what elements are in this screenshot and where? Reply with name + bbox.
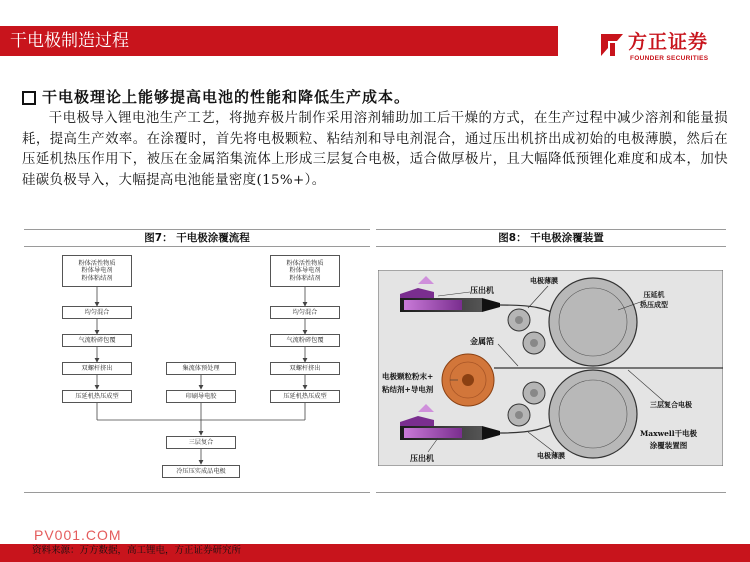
fig7-top-rule	[24, 229, 370, 230]
fig7-step-collector: 集流体预处理	[166, 362, 236, 375]
fig7-step-mill-left: 气流粉碎包覆	[62, 334, 132, 347]
fig8-label-extruder-top: 压出机	[470, 285, 494, 295]
fig8-label-press: 压延机 热压成型	[640, 290, 668, 309]
fig8-bottom-rule	[376, 492, 726, 493]
fig7-step-press-left: 压延机热压成型	[62, 390, 132, 403]
section-heading: 干电极理论上能够提高电池的性能和降低生产成本。	[42, 88, 411, 106]
watermark: PV001.COM	[34, 527, 122, 543]
fig7-step-mill-right: 气流粉碎包覆	[270, 334, 340, 347]
logo-subtitle: FOUNDER SECURITIES	[630, 55, 709, 62]
fig8-label-film-top: 电极薄膜	[530, 276, 558, 285]
fig7-step-mix-left: 均匀混合	[62, 306, 132, 319]
fig8-label-foil: 金属箔	[470, 336, 494, 346]
fig8-label-extruder-bottom: 压出机	[410, 453, 434, 463]
fig8-label-caption: Maxwell干电极 涂覆装置图	[640, 429, 698, 450]
fig8-label-powder: 电极颗粒粉末+ 粘结剂+导电剂	[382, 372, 434, 394]
fig7-bottom-rule	[24, 492, 370, 493]
bullet-square-icon	[22, 91, 36, 105]
footer-source: 资料来源：万方数据，高工锂电，方正证券研究所	[32, 545, 242, 556]
fig8-title: 图8： 干电极涂覆装置	[498, 232, 604, 244]
fig7-step-powder-left: 粉体活性物质 粉体导电剂 粉体粘结剂	[62, 255, 132, 287]
fig8-label-triple: 三层复合电极	[650, 400, 692, 409]
fig7-step-final: 冷压压实成品电极	[162, 465, 240, 478]
fig7-step-glue: 印刷导电胶	[166, 390, 236, 403]
fig8-top-rule	[376, 229, 726, 230]
fig8-label-film-bottom: 电极薄膜	[537, 451, 565, 460]
fig7-step-press-right: 压延机热压成型	[270, 390, 340, 403]
fig7-title-rule	[24, 246, 370, 247]
fig7-title: 图7： 干电极涂覆流程	[144, 232, 250, 244]
fig7-step-powder-right: 粉体活性物质 粉体导电剂 粉体粘结剂	[270, 255, 340, 287]
fig7-step-mix-right: 均匀混合	[270, 306, 340, 319]
fig7-step-triple: 三层复合	[166, 436, 236, 449]
page-title: 干电极制造过程	[10, 31, 129, 51]
fig7-step-extrude-left: 双螺杆挤出	[62, 362, 132, 375]
logo-name: 方正证券	[628, 31, 709, 53]
founder-logo-icon	[597, 30, 627, 60]
fig7-step-extrude-right: 双螺杆挤出	[270, 362, 340, 375]
fig8-title-rule	[376, 246, 726, 247]
section-body: 干电极导入锂电池生产工艺，将抛弃极片制作采用溶剂辅助加工后干燥的方式，在生产过程中减少溶剂和能量损耗，提高生产效率。在涂覆时，首先将电极颗粒、粘结剂和导电剂混合，通过压出机挤出成初始的电极薄膜，然后在压延机热压作用下，被压在金属箔集流体上形成三层复合电极，适合做厚极片，且大幅降低预锂化难度和成本，加快硅碳负极导入，大幅提高电池能量密度(15%+）。	[22, 111, 728, 188]
